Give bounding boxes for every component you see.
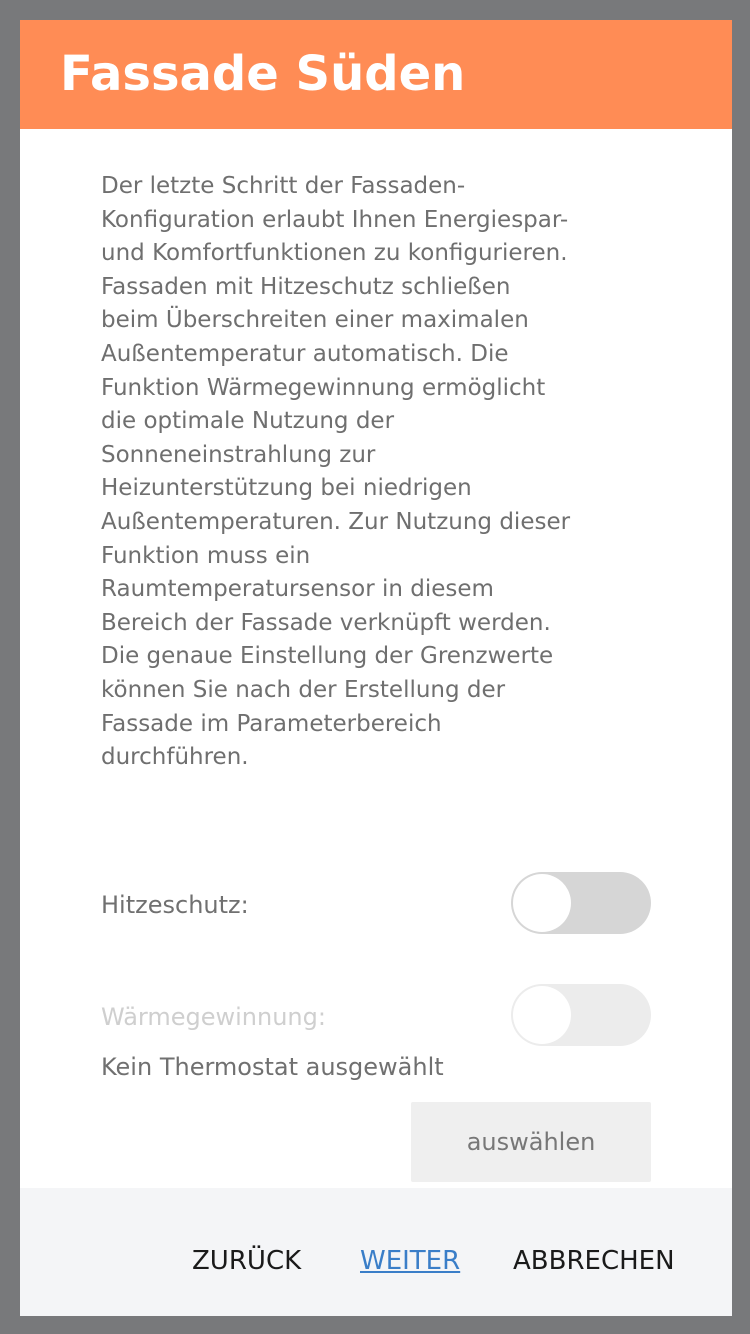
heat-protection-label: Hitzeschutz:: [101, 891, 249, 919]
select-thermostat-button[interactable]: auswählen: [411, 1102, 651, 1182]
dialog-title: Fassade Süden: [60, 46, 466, 102]
heat-protection-toggle[interactable]: [511, 872, 651, 934]
next-button[interactable]: WEITER: [360, 1246, 461, 1276]
dialog-footer: [20, 1188, 732, 1316]
heat-gain-toggle[interactable]: [511, 984, 651, 1046]
facade-config-dialog: [20, 20, 732, 1316]
toggle-knob: [513, 874, 571, 932]
description-text: Der letzte Schritt der Fassaden- Konfiguration erlaubt Ihnen Energiespar- und Komfortfunktionen zu konfigurieren. Fassaden mit Hitzeschutz schließen beim Überschreiten einer maximalen Außentemperatur automatisch. Die Funktion Wärmegewinnung ermöglicht die optimale Nutzung der Sonneneinstrahlung zur Heizunterstützung bei niedrigen Außentemperaturen. Zur Nutzung dieser Funktion muss ein Raumtemperatursensor in diesem Bereich der Fassade verknüpft werden. Die genaue Einstellung der Grenzwerte können Sie nach der Erstellung der Fassade im Parameterbereich durchführen.: [101, 173, 571, 771]
heat-gain-label: Wärmegewinnung:: [101, 1003, 326, 1031]
cancel-button[interactable]: ABBRECHEN: [513, 1246, 675, 1276]
dialog-header: [20, 20, 732, 129]
toggle-knob: [513, 986, 571, 1044]
thermostat-status: Kein Thermostat ausgewählt: [101, 1053, 444, 1081]
back-button[interactable]: ZURÜCK: [192, 1246, 302, 1276]
